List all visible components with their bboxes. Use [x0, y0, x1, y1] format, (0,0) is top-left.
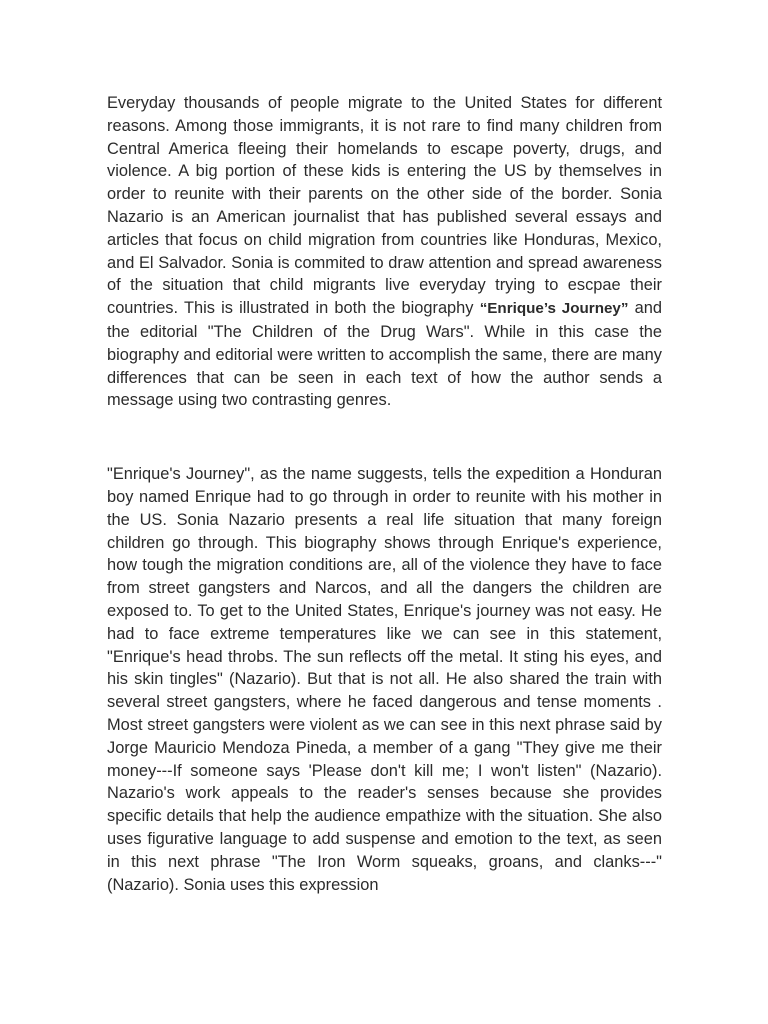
paragraph-enriques-journey: "Enrique's Journey", as the name suggests, tells the expedition a Honduran boy named Enrique had to go through in order to reunite with his mother in the US. Sonia Nazario presents a real life situation that many foreign children go through. This biography shows through Enrique's experience, how tough the migration conditions are, all of the violence they have to face from street gangsters and Narcos, and all the dangers the children are exposed to. To get to the United States, Enrique's journey was not easy. He had to face extreme temperatures like we can see in this statement, "Enrique's head throbs. The sun reflects off the metal. It sting his eyes, and his skin tingles" (Nazario). But that is not all. He also shared the train with several street gangsters, where he faced dangerous and tense moments . Most street gangsters were violent as we can see in this next phrase said by Jorge Mauricio Mendoza Pineda, a member of a gang "They give me their money---If someone says 'Please don't kill me; I won't listen" (Nazario). Nazario's work appeals to the reader's senses because she provides specific details that help the audience empathize with the situation. She also uses figurative language to add suspense and emotion to the text, as seen in this next phrase "The Iron Worm squeaks, groans, and clanks---" (Nazario). Sonia uses this expression [107, 465, 662, 894]
document-page [107, 92, 662, 896]
paragraph-intro-text-a: Everyday thousands of people migrate to the United States for different reasons. Among those immigrants, it is not rare to find many children from Central America fleeing their homelands to escape poverty, drugs, and violence. A big portion of these kids is entering the US by themselves in order to reunite with their parents on the other side of the border. Sonia Nazario is an American journalist that has published several essays and articles that focus on child migration from countries like Honduras, Mexico, and El Salvador. Sonia is commited to draw attention and spread awareness of the situation that child migrants live everyday trying to escpae their countries. This is illustrated in both the biography [107, 94, 662, 318]
paragraph-intro [107, 92, 662, 412]
paragraph-intro-text-b: and the editorial "The Children of the Drug Wars". While in this case the biography and editorial were written to accomplish the same, there are many differences that can be seen in each text of how the author sends a message using two contrasting genres. [107, 299, 663, 410]
book-title-emphasis: “Enrique’s Journey” [479, 300, 629, 318]
